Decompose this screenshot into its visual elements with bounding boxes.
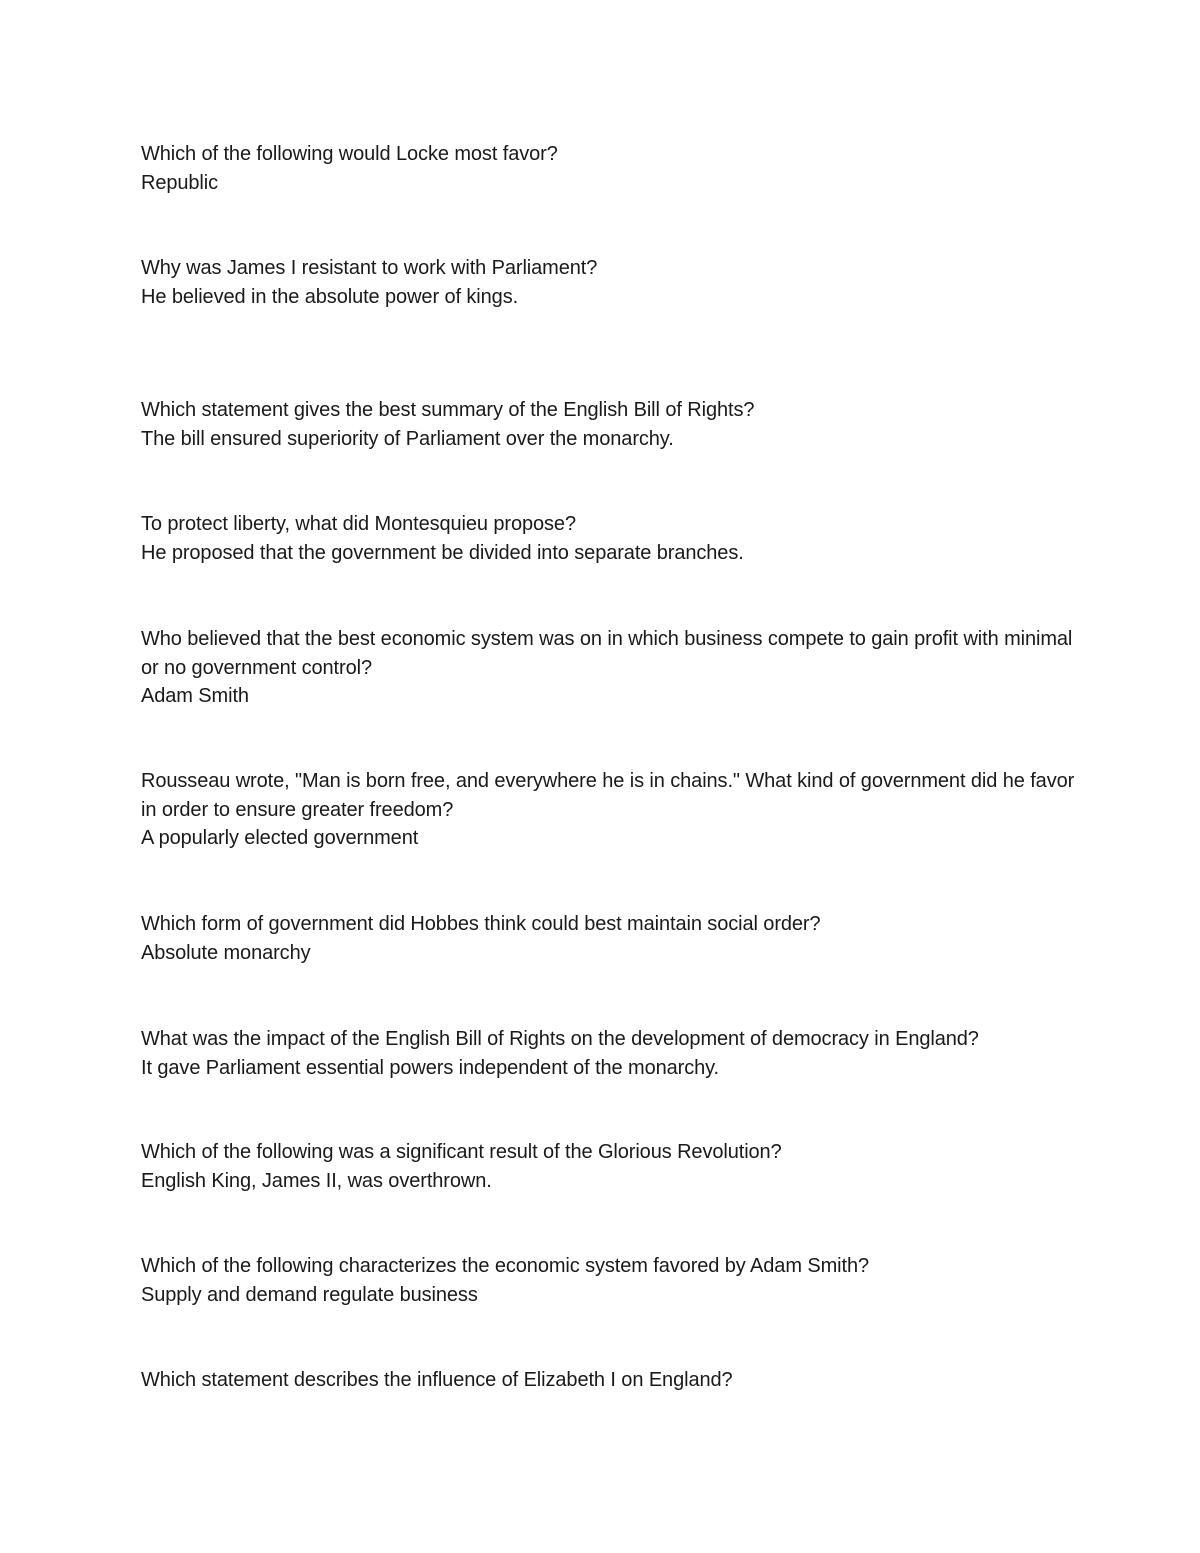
qa-item-10 bbox=[141, 1252, 1081, 1309]
qa-item-5 bbox=[141, 625, 1081, 711]
answer-text: English King, James II, was overthrown. bbox=[141, 1169, 492, 1192]
answer-text: A popularly elected government bbox=[141, 827, 419, 849]
question-text: Rousseau wrote, "Man is born free, and everywhere he is in chains." What kind of government did he favor in order to ensure greater freedom? bbox=[141, 770, 1075, 821]
question-text: Which statement describes the influence of Elizabeth I on England? bbox=[141, 1369, 733, 1391]
qa-item-7 bbox=[141, 910, 1081, 967]
question-text: Why was James I resistant to work with Parliament? bbox=[141, 257, 598, 279]
answer-text: Republic bbox=[141, 171, 219, 194]
question-text: What was the impact of the English Bill of Rights on the development of democracy in England? bbox=[141, 1028, 979, 1050]
qa-item-9 bbox=[141, 1138, 1081, 1195]
answer-text: It gave Parliament essential powers independent of the monarchy. bbox=[141, 1056, 720, 1079]
question-text: Which of the following was a significant result of the Glorious Revolution? bbox=[141, 1141, 782, 1163]
qa-item-6 bbox=[141, 767, 1081, 853]
question-text: Which of the following characterizes the economic system favored by Adam Smith? bbox=[141, 1255, 869, 1277]
answer-text: He proposed that the government be divided into separate branches. bbox=[141, 541, 744, 564]
answer-text: Supply and demand regulate business bbox=[141, 1283, 478, 1306]
question-text: Which statement gives the best summary of the English Bill of Rights? bbox=[141, 399, 755, 421]
qa-item-11 bbox=[141, 1366, 1081, 1395]
qa-item-1 bbox=[141, 140, 1081, 197]
answer-text: The bill ensured superiority of Parliament over the monarchy. bbox=[141, 427, 674, 450]
qa-item-3 bbox=[141, 396, 1081, 453]
qa-item-4 bbox=[141, 510, 1081, 567]
answer-text: He believed in the absolute power of kings. bbox=[141, 285, 519, 308]
question-text: To protect liberty, what did Montesquieu propose? bbox=[141, 513, 576, 535]
question-text: Which form of government did Hobbes think could best maintain social order? bbox=[141, 913, 821, 935]
question-text: Who believed that the best economic system was on in which business compete to gain profit with minimal or no government control? bbox=[141, 628, 1073, 679]
qa-item-2 bbox=[141, 254, 1081, 311]
question-text: Which of the following would Locke most favor? bbox=[141, 143, 558, 165]
answer-text: Adam Smith bbox=[141, 685, 249, 707]
answer-text: Absolute monarchy bbox=[141, 941, 311, 964]
qa-item-8 bbox=[141, 1025, 1081, 1082]
